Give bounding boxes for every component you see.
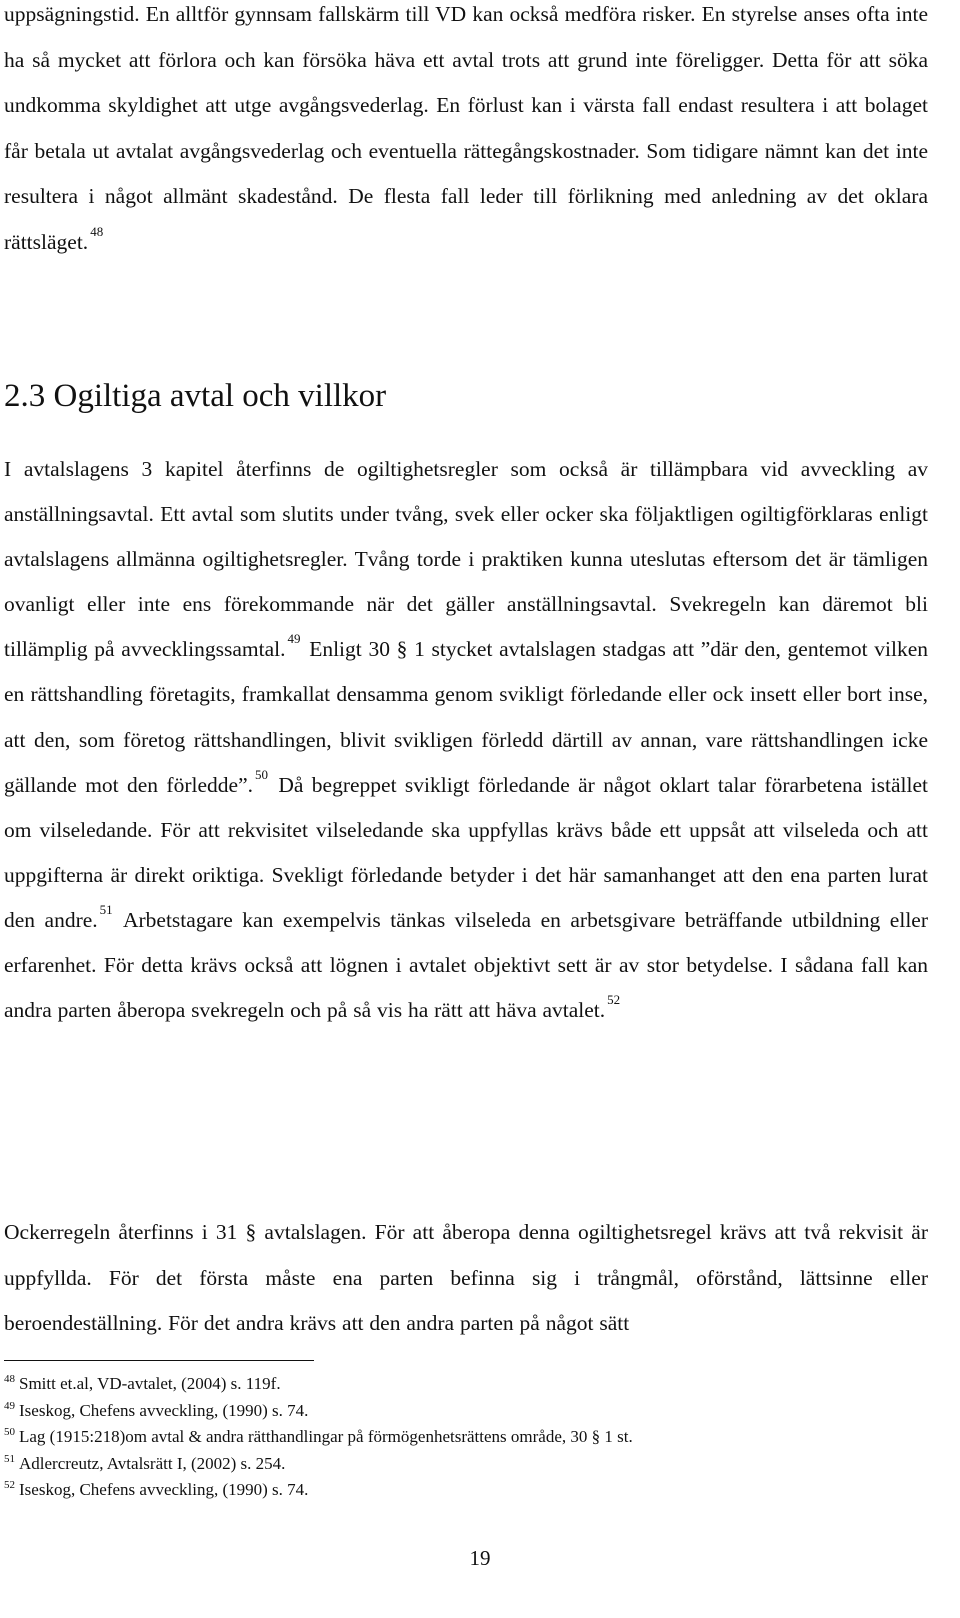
footnote-text: Iseskog, Chefens avveckling, (1990) s. 74. (19, 1400, 309, 1420)
footnote-reference-51[interactable]: 51 (99, 901, 113, 917)
body-paragraph-3 (4, 1210, 928, 1347)
footnote-number: 48 (4, 1373, 15, 1385)
footnote-number: 51 (4, 1452, 15, 1465)
paragraph-text: I avtalslagens 3 kapitel återfinns de ogiltighetsregler som också är tillämpbara vid avveckling av anställningsavtal. Ett avtal som slutits under tvång, svek eller ocker ska följaktligen ogiltigförklaras enligt avtalslagens allmänna ogiltighetsregler. Tvång torde i praktiken kunna uteslutas eftersom det är tämligen ovanligt eller inte ens förekommande när det gäller anställningsavtal. Svekregeln kan däremot bli tillämplig på avvecklingssamtal. (4, 457, 928, 662)
footnote-text: Lag (1915:218)om avtal & andra rätthandlingar på förmögenhetsrättens område, 30 § 1 st. (19, 1427, 633, 1447)
footnote-list (4, 1372, 633, 1505)
footnote-item (4, 1399, 633, 1426)
footnote-item (4, 1372, 633, 1399)
body-paragraph-2 (4, 447, 928, 1033)
footnote-reference-50[interactable]: 50 (254, 766, 268, 782)
paragraph-text: Ockerregeln återfinns i 31 § avtalslagen. För att åberopa denna ogiltighetsregel krävs att två rekvisit är uppfyllda. För det första måste ena parten befinna sig i trångmål, oförstånd, lättsinne eller beroendeställning. För det andra krävs att den andra parten på något sätt (4, 1220, 928, 1335)
footnote-number: 49 (4, 1399, 15, 1412)
footnote-reference-49[interactable]: 49 (287, 631, 301, 647)
footnote-text: Adlercreutz, Avtalsrätt I, (2002) s. 254. (19, 1453, 286, 1473)
footnote-item (4, 1452, 633, 1479)
paragraph-text: Enligt 30 § 1 stycket avtalslagen stadgas att ”där den, gentemot vilken en rättshandling företagits, framkallat densamma genom svikligt förledande eller ock insett eller bort inse, att den, som företog rättshandlingen, blivit svikligen förledd därtill av annan, vare rättshandlingen icke gällande mot den förledde”. (4, 637, 928, 797)
paragraph-text: Då begreppet svikligt förledande är något oklart talar förarbetena istället om vilseledande. För att rekvisitet vilseledande ska uppfyllas krävs både ett uppsåt att vilseleda och att uppgifterna är direkt oriktiga. Svekligt förledande betyder i det här samanhanget att den ena parten lurat den andre. (4, 772, 928, 932)
footnote-item (4, 1478, 633, 1505)
footnote-number: 50 (4, 1426, 15, 1439)
paragraph-text: uppsägningstid. En alltför gynnsam fallskärm till VD kan också medföra risker. En styrelse anses ofta inte ha så mycket att förlora och kan försöka häva ett avtal trots att grund inte föreligger. Detta för att söka undkomma skyldighet att utge avgångsvederlag. En förlust kan i värsta fall endast resultera i att bolaget får betala ut avtalat avgångsvederlag och eventuella rättegångskostnader. Som tidigare nämnt kan det inte resultera i något allmänt skadestånd. De flesta fall leder till förlikning med anledning av det oklara rättsläget. (4, 2, 928, 254)
footnote-reference-52[interactable]: 52 (607, 992, 621, 1008)
footnote-separator (4, 1360, 314, 1361)
section-heading: 2.3 Ogiltiga avtal och villkor (4, 378, 387, 414)
paragraph-text: Arbetstagare kan exempelvis tänkas vilseleda en arbetsgivare beträffande utbildning eller erfarenhet. För detta krävs också att lögnen i avtalet objektivt sett är av stor betydelse. I sådana fall kan andra parten åberopa svekregeln och på så vis ha rätt att häva avtalet. (4, 907, 928, 1023)
footnote-item (4, 1425, 633, 1452)
footnote-number: 52 (4, 1479, 15, 1492)
footnote-text: Iseskog, Chefens avveckling, (1990) s. 74. (19, 1480, 309, 1500)
footnote-reference-48[interactable]: 48 (90, 223, 104, 239)
page-number: 19 (469, 1546, 491, 1570)
footnote-text: Smitt et.al, VD-avtalet, (2004) s. 119f. (19, 1374, 281, 1393)
body-paragraph-1 (4, 0, 928, 266)
